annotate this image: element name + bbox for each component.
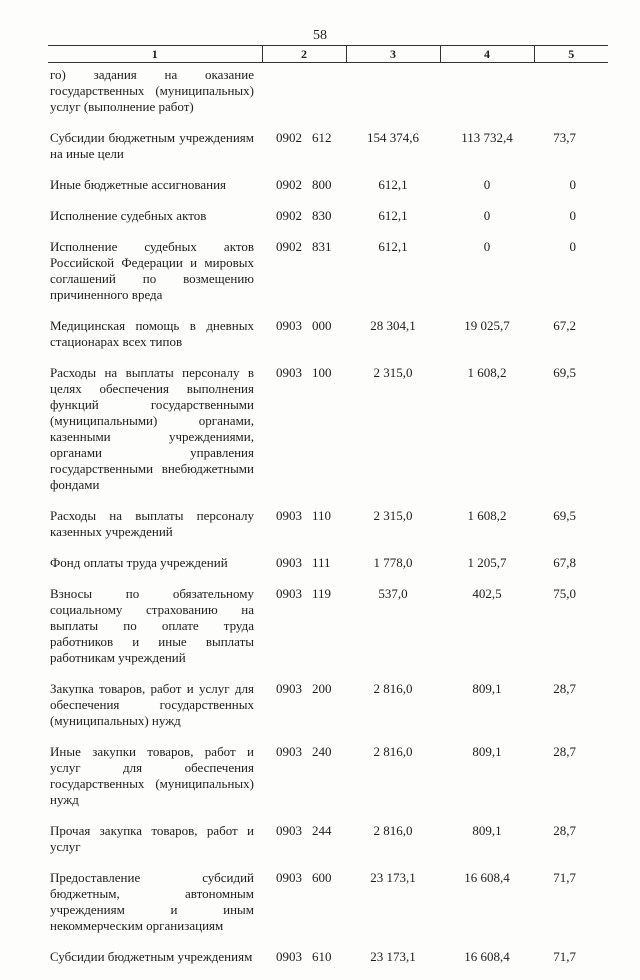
row-percent-value: 67,2 [553, 318, 576, 333]
row-planned-value: 28 304,1 [370, 318, 416, 333]
row-executed-value: 0 [483, 177, 491, 192]
row-description: Прочая закупка товаров, работ и услуг [50, 823, 254, 854]
column-header: 3 [346, 46, 440, 63]
row-section-code: 0903 [276, 681, 302, 696]
row-percent-value: 67,8 [553, 555, 576, 570]
row-expense-type-code: 610 [312, 949, 332, 964]
row-expense-type-code: 612 [312, 130, 332, 145]
row-section-code: 0903 [276, 949, 302, 964]
row-percent-value: 0 [569, 177, 576, 192]
row-planned-value: 23 173,1 [370, 949, 416, 964]
table-row [48, 365, 608, 508]
row-classification-code [262, 870, 346, 949]
row-executed-value: 402,5 [472, 586, 502, 601]
row-classification-code [262, 681, 346, 744]
row-planned-value: 537,0 [378, 586, 408, 601]
row-percent-value: 28,7 [553, 681, 576, 696]
row-expense-type-code: 100 [312, 365, 332, 380]
row-expense-type-code: 240 [312, 744, 332, 759]
row-description: Расходы на выплаты персоналу казенных учреждений [50, 508, 254, 539]
row-section-code: 0903 [276, 365, 302, 380]
row-classification-code [262, 949, 346, 980]
row-planned-value: 154 374,6 [367, 130, 419, 145]
row-planned-value: 2 315,0 [373, 508, 413, 523]
row-planned-value: 2 816,0 [373, 744, 413, 759]
row-executed-value: 0 [483, 239, 491, 254]
row-executed-value: 16 608,4 [464, 870, 510, 885]
row-planned-value: 2 816,0 [373, 823, 413, 838]
row-percent-value: 28,7 [553, 744, 576, 759]
row-classification-code [262, 365, 346, 508]
row-percent-value [534, 63, 608, 131]
row-percent-value: 69,5 [553, 365, 576, 380]
row-description: Медицинская помощь в дневных стационарах всех типов [50, 318, 254, 349]
row-planned-value: 2 816,0 [373, 681, 413, 696]
row-classification-code [262, 823, 346, 870]
row-percent-value: 0 [569, 239, 576, 254]
table-row [48, 586, 608, 681]
row-executed-value: 0 [483, 208, 491, 223]
row-description: го) задания на оказание государственных (муниципальных) услуг (выполнение работ) [50, 67, 254, 114]
row-classification-code [262, 318, 346, 365]
table-row [48, 744, 608, 823]
table-row [48, 681, 608, 744]
table-header-row [48, 46, 608, 63]
row-percent-value: 73,7 [553, 130, 576, 145]
row-classification-code [262, 177, 346, 208]
row-expense-type-code: 830 [312, 208, 332, 223]
row-expense-type-code: 800 [312, 177, 332, 192]
column-header: 4 [440, 46, 534, 63]
row-planned-value: 2 315,0 [373, 365, 413, 380]
table-row [48, 63, 608, 131]
row-description: Исполнение судебных актов Российской Федерации и мировых соглашений по возмещению причиненного вреда [50, 239, 254, 302]
row-description: Субсидии бюджетным учреждениям на иные цели [50, 130, 254, 161]
row-classification-code [262, 555, 346, 586]
column-header: 2 [262, 46, 346, 63]
row-percent-value: 28,7 [553, 823, 576, 838]
row-expense-type-code: 110 [312, 508, 332, 523]
row-description: Фонд оплаты труда учреждений [50, 555, 228, 570]
row-expense-type-code: 200 [312, 681, 332, 696]
row-planned-value: 612,1 [378, 208, 408, 223]
table-row [48, 555, 608, 586]
row-section-code: 0903 [276, 318, 302, 333]
row-expense-type-code: 119 [312, 586, 332, 601]
row-section-code: 0902 [276, 239, 302, 254]
row-executed-value: 16 608,4 [464, 949, 510, 964]
row-description: Предоставление субсидий бюджетным, автономным учреждениям и иным некоммерческим организациям [50, 870, 254, 933]
row-classification-code [262, 239, 346, 318]
row-executed-value: 113 732,4 [461, 130, 513, 145]
row-description: Субсидии бюджетным учреждениям [50, 949, 253, 964]
row-classification-code [262, 63, 346, 131]
row-expense-type-code: 600 [312, 870, 332, 885]
row-planned-value: 1 778,0 [373, 555, 413, 570]
table-row [48, 508, 608, 555]
row-expense-type-code: 000 [312, 318, 332, 333]
row-classification-code [262, 130, 346, 177]
table-row [48, 177, 608, 208]
row-planned-value [346, 63, 440, 131]
row-planned-value: 612,1 [378, 239, 408, 254]
row-expense-type-code: 111 [312, 555, 331, 570]
row-executed-value [440, 63, 534, 131]
table-row [48, 870, 608, 949]
row-description: Взносы по обязательному социальному страхованию на выплаты по оплате труда работников и иные выплаты работникам учреждений [50, 586, 254, 665]
row-executed-value: 809,1 [472, 823, 502, 838]
row-section-code: 0903 [276, 870, 302, 885]
table-row [48, 949, 608, 980]
row-expense-type-code: 244 [312, 823, 332, 838]
row-executed-value: 1 608,2 [467, 365, 507, 380]
row-classification-code [262, 744, 346, 823]
row-planned-value: 23 173,1 [370, 870, 416, 885]
row-description: Расходы на выплаты персоналу в целях обеспечения выполнения функций государственными (муниципальными) органами, казенными учреждениями, органами управления государственными внебюджетными фондами [50, 365, 254, 492]
row-description: Иные бюджетные ассигнования [50, 177, 227, 192]
row-section-code: 0902 [276, 177, 302, 192]
column-header: 5 [534, 46, 608, 63]
table-row [48, 823, 608, 870]
table-row [48, 239, 608, 318]
row-executed-value: 1 205,7 [467, 555, 507, 570]
table-row [48, 208, 608, 239]
row-executed-value: 809,1 [472, 681, 502, 696]
row-classification-code [262, 586, 346, 681]
row-description: Закупка товаров, работ и услуг для обеспечения государственных (муниципальных) нужд [50, 681, 254, 728]
row-percent-value: 71,7 [553, 870, 576, 885]
row-description: Исполнение судебных актов [50, 208, 207, 223]
row-executed-value: 809,1 [472, 744, 502, 759]
table-row [48, 318, 608, 365]
row-executed-value: 1 608,2 [467, 508, 507, 523]
row-section-code: 0903 [276, 508, 302, 523]
column-header: 1 [48, 46, 262, 63]
row-planned-value: 612,1 [378, 177, 408, 192]
row-description: Иные закупки товаров, работ и услуг для обеспечения государственных (муниципальных) нужд [50, 744, 254, 807]
row-percent-value: 71,7 [553, 949, 576, 964]
row-section-code: 0902 [276, 208, 302, 223]
row-expense-type-code: 831 [312, 239, 332, 254]
row-percent-value: 75,0 [553, 586, 576, 601]
row-section-code: 0903 [276, 555, 302, 570]
budget-table [48, 45, 608, 980]
row-percent-value: 69,5 [553, 508, 576, 523]
row-section-code: 0903 [276, 823, 302, 838]
row-classification-code [262, 208, 346, 239]
row-classification-code [262, 508, 346, 555]
row-section-code: 0903 [276, 744, 302, 759]
row-percent-value: 0 [569, 208, 576, 223]
table-row [48, 130, 608, 177]
row-section-code: 0903 [276, 586, 302, 601]
row-executed-value: 19 025,7 [464, 318, 510, 333]
page-number: 58 [313, 28, 327, 43]
row-section-code: 0902 [276, 130, 302, 145]
